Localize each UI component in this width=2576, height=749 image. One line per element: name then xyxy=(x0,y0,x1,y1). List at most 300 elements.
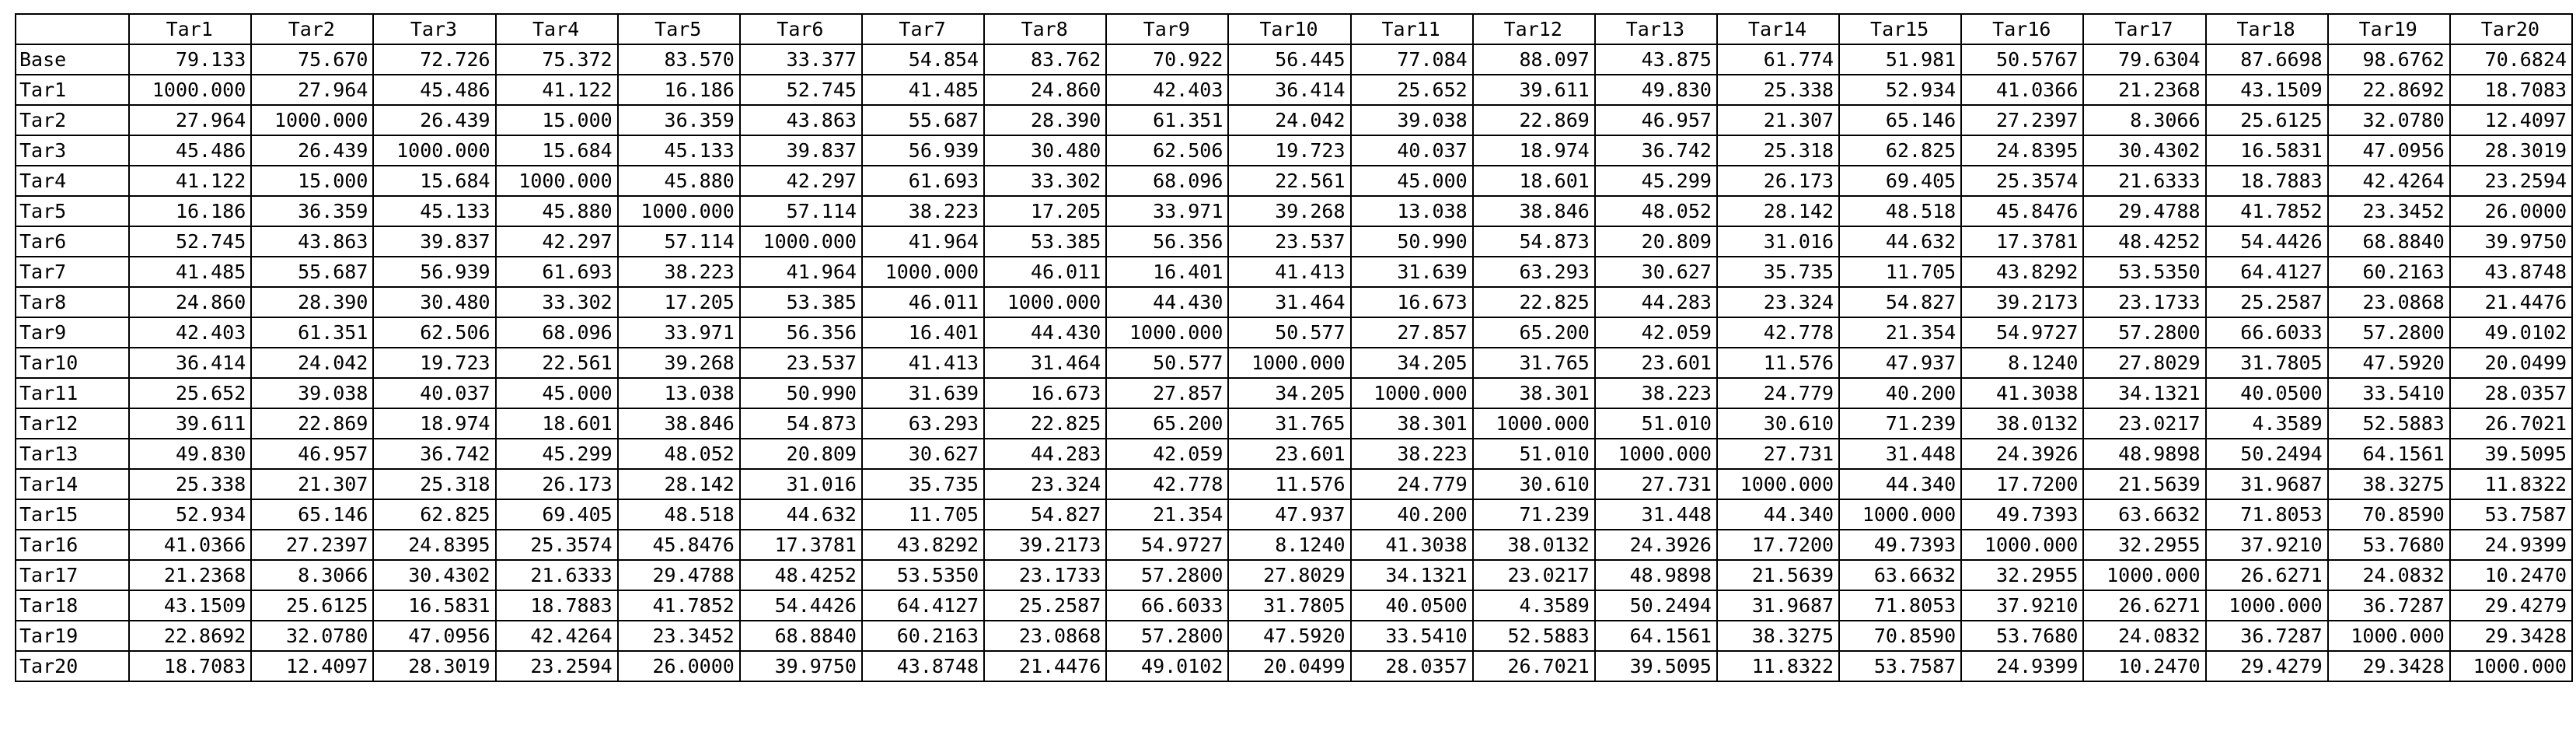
table-cell: 77.084 xyxy=(1351,44,1473,75)
table-cell: 26.7021 xyxy=(1473,651,1595,681)
table-cell: 62.506 xyxy=(1106,135,1228,166)
table-cell: 38.223 xyxy=(618,257,740,287)
table-cell: 24.0832 xyxy=(2083,621,2205,651)
table-cell: 41.964 xyxy=(740,257,862,287)
table-cell: 55.687 xyxy=(862,105,984,135)
table-cell: 15.684 xyxy=(373,166,495,196)
table-cell: 52.934 xyxy=(1839,75,1961,105)
table-cell: 98.6762 xyxy=(2328,44,2450,75)
table-cell: 29.4279 xyxy=(2450,590,2572,621)
table-cell: 30.627 xyxy=(862,439,984,469)
table-cell: 15.000 xyxy=(251,166,373,196)
table-cell: 61.693 xyxy=(862,166,984,196)
table-cell: 28.0357 xyxy=(2450,378,2572,408)
column-header: Tar13 xyxy=(1595,14,1717,44)
table-cell: 15.000 xyxy=(496,105,618,135)
table-cell: 17.3781 xyxy=(1961,226,2083,257)
table-cell: 12.4097 xyxy=(251,651,373,681)
table-cell: 41.0366 xyxy=(129,530,251,560)
table-cell: 21.5639 xyxy=(1717,560,1839,590)
table-cell: 42.403 xyxy=(129,317,251,348)
table-cell: 44.430 xyxy=(984,317,1106,348)
table-row xyxy=(16,75,2572,105)
table-cell: 53.7587 xyxy=(2450,499,2572,530)
table-cell: 24.042 xyxy=(251,348,373,378)
table-cell: 28.3019 xyxy=(373,651,495,681)
table-cell: 39.5095 xyxy=(1595,651,1717,681)
table-cell: 31.464 xyxy=(984,348,1106,378)
table-cell: 71.8053 xyxy=(1839,590,1961,621)
table-cell: 39.837 xyxy=(740,135,862,166)
column-header: Tar15 xyxy=(1839,14,1961,44)
table-cell: 43.1509 xyxy=(129,590,251,621)
table-cell: 23.2594 xyxy=(496,651,618,681)
table-row xyxy=(16,105,2572,135)
table-cell: 42.059 xyxy=(1595,317,1717,348)
table-cell: 21.2368 xyxy=(129,560,251,590)
table-cell: 23.0217 xyxy=(1473,560,1595,590)
table-cell: 61.693 xyxy=(496,257,618,287)
table-cell: 60.2163 xyxy=(862,621,984,651)
table-cell: 71.239 xyxy=(1839,408,1961,439)
table-cell: 33.302 xyxy=(984,166,1106,196)
table-cell: 63.293 xyxy=(1473,257,1595,287)
table-cell: 18.601 xyxy=(496,408,618,439)
table-cell: 32.0780 xyxy=(251,621,373,651)
table-cell: 26.7021 xyxy=(2450,408,2572,439)
table-cell: 24.779 xyxy=(1717,378,1839,408)
table-cell: 42.059 xyxy=(1106,439,1228,469)
table-cell: 20.809 xyxy=(740,439,862,469)
table-cell: 41.122 xyxy=(496,75,618,105)
table-cell: 21.5639 xyxy=(2083,469,2205,499)
table-cell: 22.561 xyxy=(496,348,618,378)
table-cell: 35.735 xyxy=(1717,257,1839,287)
table-cell: 11.576 xyxy=(1228,469,1350,499)
table-row xyxy=(16,257,2572,287)
table-cell: 1000.000 xyxy=(618,196,740,226)
table-cell: 41.7852 xyxy=(618,590,740,621)
table-cell: 1000.000 xyxy=(129,75,251,105)
table-cell: 36.742 xyxy=(373,439,495,469)
table-cell: 22.869 xyxy=(1473,105,1595,135)
column-header: Tar18 xyxy=(2206,14,2328,44)
table-cell: 24.860 xyxy=(984,75,1106,105)
row-header: Tar11 xyxy=(16,378,129,408)
table-cell: 39.837 xyxy=(373,226,495,257)
table-cell: 57.2800 xyxy=(2083,317,2205,348)
table-row xyxy=(16,196,2572,226)
table-cell: 21.307 xyxy=(1717,105,1839,135)
table-cell: 41.3038 xyxy=(1961,378,2083,408)
table-cell: 37.9210 xyxy=(2206,530,2328,560)
table-cell: 18.974 xyxy=(1473,135,1595,166)
table-cell: 41.964 xyxy=(862,226,984,257)
table-cell: 23.0868 xyxy=(984,621,1106,651)
table-row xyxy=(16,348,2572,378)
table-cell: 70.8590 xyxy=(2328,499,2450,530)
table-cell: 1000.000 xyxy=(1228,348,1350,378)
table-cell: 46.957 xyxy=(251,439,373,469)
table-cell: 45.299 xyxy=(496,439,618,469)
table-cell: 36.742 xyxy=(1595,135,1717,166)
table-cell: 45.486 xyxy=(129,135,251,166)
table-cell: 17.205 xyxy=(984,196,1106,226)
table-cell: 44.340 xyxy=(1839,469,1961,499)
table-cell: 1000.000 xyxy=(1595,439,1717,469)
table-cell: 16.186 xyxy=(129,196,251,226)
table-cell: 23.0217 xyxy=(2083,408,2205,439)
table-cell: 43.8292 xyxy=(1961,257,2083,287)
table-cell: 61.774 xyxy=(1717,44,1839,75)
table-cell: 24.860 xyxy=(129,287,251,317)
table-cell: 24.042 xyxy=(1228,105,1350,135)
table-cell: 11.8322 xyxy=(2450,469,2572,499)
table-cell: 20.0499 xyxy=(2450,348,2572,378)
table-cell: 48.4252 xyxy=(2083,226,2205,257)
table-cell: 27.8029 xyxy=(1228,560,1350,590)
table-cell: 49.830 xyxy=(129,439,251,469)
table-cell: 17.7200 xyxy=(1717,530,1839,560)
column-header: Tar12 xyxy=(1473,14,1595,44)
table-cell: 52.745 xyxy=(129,226,251,257)
table-cell: 21.354 xyxy=(1839,317,1961,348)
table-cell: 27.8029 xyxy=(2083,348,2205,378)
table-cell: 20.809 xyxy=(1595,226,1717,257)
table-cell: 49.0102 xyxy=(1106,651,1228,681)
table-cell: 65.146 xyxy=(1839,105,1961,135)
row-header: Tar6 xyxy=(16,226,129,257)
table-cell: 30.480 xyxy=(373,287,495,317)
table-cell: 26.439 xyxy=(373,105,495,135)
table-cell: 50.2494 xyxy=(2206,439,2328,469)
table-cell: 28.142 xyxy=(618,469,740,499)
table-cell: 83.570 xyxy=(618,44,740,75)
table-cell: 69.405 xyxy=(496,499,618,530)
table-cell: 31.765 xyxy=(1228,408,1350,439)
column-header: Tar5 xyxy=(618,14,740,44)
table-cell: 41.413 xyxy=(862,348,984,378)
table-cell: 64.1561 xyxy=(2328,439,2450,469)
table-cell: 21.2368 xyxy=(2083,75,2205,105)
table-cell: 51.010 xyxy=(1473,439,1595,469)
table-cell: 10.2470 xyxy=(2450,560,2572,590)
table-cell: 23.3452 xyxy=(2328,196,2450,226)
column-header: Tar11 xyxy=(1351,14,1473,44)
table-cell: 25.2587 xyxy=(2206,287,2328,317)
table-cell: 16.673 xyxy=(984,378,1106,408)
table-cell: 44.283 xyxy=(1595,287,1717,317)
table-cell: 50.2494 xyxy=(1595,590,1717,621)
table-cell: 1000.000 xyxy=(740,226,862,257)
table-cell: 30.610 xyxy=(1473,469,1595,499)
table-cell: 8.1240 xyxy=(1228,530,1350,560)
table-cell: 75.372 xyxy=(496,44,618,75)
table-cell: 41.0366 xyxy=(1961,75,2083,105)
table-row xyxy=(16,408,2572,439)
table-cell: 66.6033 xyxy=(1106,590,1228,621)
table-cell: 25.2587 xyxy=(984,590,1106,621)
table-cell: 40.0500 xyxy=(1351,590,1473,621)
column-header: Tar1 xyxy=(129,14,251,44)
table-cell: 36.414 xyxy=(1228,75,1350,105)
table-cell: 21.6333 xyxy=(496,560,618,590)
column-header: Tar17 xyxy=(2083,14,2205,44)
table-cell: 23.1733 xyxy=(984,560,1106,590)
table-cell: 39.611 xyxy=(129,408,251,439)
table-cell: 39.038 xyxy=(251,378,373,408)
row-header: Tar14 xyxy=(16,469,129,499)
table-cell: 38.301 xyxy=(1473,378,1595,408)
table-cell: 43.8748 xyxy=(2450,257,2572,287)
row-header: Tar20 xyxy=(16,651,129,681)
table-cell: 40.0500 xyxy=(2206,378,2328,408)
table-cell: 79.6304 xyxy=(2083,44,2205,75)
table-cell: 16.5831 xyxy=(373,590,495,621)
table-cell: 34.1321 xyxy=(1351,560,1473,590)
table-row xyxy=(16,166,2572,196)
table-cell: 33.302 xyxy=(496,287,618,317)
table-cell: 21.354 xyxy=(1106,499,1228,530)
table-cell: 42.4264 xyxy=(496,621,618,651)
table-cell: 23.1733 xyxy=(2083,287,2205,317)
table-cell: 13.038 xyxy=(1351,196,1473,226)
table-cell: 56.356 xyxy=(1106,226,1228,257)
table-cell: 40.037 xyxy=(373,378,495,408)
table-cell: 42.778 xyxy=(1717,317,1839,348)
table-cell: 56.445 xyxy=(1228,44,1350,75)
table-cell: 43.875 xyxy=(1595,44,1717,75)
table-cell: 43.1509 xyxy=(2206,75,2328,105)
table-cell: 31.448 xyxy=(1595,499,1717,530)
table-cell: 45.133 xyxy=(618,135,740,166)
table-cell: 16.401 xyxy=(862,317,984,348)
row-header: Tar5 xyxy=(16,196,129,226)
table-cell: 22.825 xyxy=(984,408,1106,439)
table-cell: 31.9687 xyxy=(1717,590,1839,621)
table-cell: 28.0357 xyxy=(1351,651,1473,681)
table-cell: 71.239 xyxy=(1473,499,1595,530)
row-header: Tar4 xyxy=(16,166,129,196)
table-cell: 45.299 xyxy=(1595,166,1717,196)
table-cell: 34.205 xyxy=(1351,348,1473,378)
table-cell: 28.390 xyxy=(251,287,373,317)
table-cell: 63.6632 xyxy=(2083,499,2205,530)
table-cell: 39.268 xyxy=(618,348,740,378)
table-cell: 20.0499 xyxy=(1228,651,1350,681)
table-cell: 65.200 xyxy=(1473,317,1595,348)
table-cell: 1000.000 xyxy=(373,135,495,166)
table-cell: 43.863 xyxy=(740,105,862,135)
table-cell: 31.9687 xyxy=(2206,469,2328,499)
table-cell: 30.4302 xyxy=(2083,135,2205,166)
table-row xyxy=(16,560,2572,590)
row-header: Tar9 xyxy=(16,317,129,348)
table-cell: 50.577 xyxy=(1106,348,1228,378)
table-cell: 64.1561 xyxy=(1595,621,1717,651)
table-cell: 18.7083 xyxy=(2450,75,2572,105)
table-cell: 11.705 xyxy=(1839,257,1961,287)
table-cell: 52.934 xyxy=(129,499,251,530)
table-cell: 34.205 xyxy=(1228,378,1350,408)
table-cell: 31.7805 xyxy=(2206,348,2328,378)
table-cell: 27.857 xyxy=(1351,317,1473,348)
table-cell: 25.338 xyxy=(1717,75,1839,105)
table-cell: 1000.000 xyxy=(984,287,1106,317)
table-cell: 54.4426 xyxy=(2206,226,2328,257)
table-cell: 57.114 xyxy=(618,226,740,257)
row-header: Tar7 xyxy=(16,257,129,287)
table-cell: 28.390 xyxy=(984,105,1106,135)
table-cell: 18.7083 xyxy=(129,651,251,681)
table-cell: 26.439 xyxy=(251,135,373,166)
table-cell: 47.937 xyxy=(1839,348,1961,378)
table-cell: 53.5350 xyxy=(2083,257,2205,287)
table-cell: 27.964 xyxy=(129,105,251,135)
table-cell: 26.0000 xyxy=(618,651,740,681)
table-row xyxy=(16,499,2572,530)
table-row xyxy=(16,287,2572,317)
table-cell: 1000.000 xyxy=(1717,469,1839,499)
table-cell: 42.297 xyxy=(496,226,618,257)
table-cell: 18.7883 xyxy=(2206,166,2328,196)
table-cell: 31.765 xyxy=(1473,348,1595,378)
table-cell: 27.2397 xyxy=(251,530,373,560)
table-row xyxy=(16,378,2572,408)
table-cell: 35.735 xyxy=(862,469,984,499)
row-header: Tar12 xyxy=(16,408,129,439)
table-cell: 38.846 xyxy=(1473,196,1595,226)
column-header: Tar14 xyxy=(1717,14,1839,44)
table-cell: 47.5920 xyxy=(2328,348,2450,378)
table-cell: 36.7287 xyxy=(2328,590,2450,621)
table-cell: 45.000 xyxy=(496,378,618,408)
table-cell: 16.401 xyxy=(1106,257,1228,287)
table-cell: 53.385 xyxy=(740,287,862,317)
table-cell: 64.4127 xyxy=(2206,257,2328,287)
table-row xyxy=(16,590,2572,621)
table-cell: 11.705 xyxy=(862,499,984,530)
column-header: Tar3 xyxy=(373,14,495,44)
table-cell: 53.7680 xyxy=(1961,621,2083,651)
table-cell: 71.8053 xyxy=(2206,499,2328,530)
table-cell: 69.405 xyxy=(1839,166,1961,196)
table-cell: 64.4127 xyxy=(862,590,984,621)
corner-cell xyxy=(16,14,129,44)
table-cell: 50.990 xyxy=(1351,226,1473,257)
table-cell: 39.9750 xyxy=(740,651,862,681)
table-cell: 43.8748 xyxy=(862,651,984,681)
table-row xyxy=(16,44,2572,75)
row-header: Tar18 xyxy=(16,590,129,621)
table-cell: 38.3275 xyxy=(1717,621,1839,651)
table-cell: 42.297 xyxy=(740,166,862,196)
table-cell: 21.4476 xyxy=(2450,287,2572,317)
table-cell: 50.990 xyxy=(740,378,862,408)
table-cell: 27.731 xyxy=(1595,469,1717,499)
table-cell: 11.576 xyxy=(1717,348,1839,378)
table-cell: 56.356 xyxy=(740,317,862,348)
table-cell: 42.778 xyxy=(1106,469,1228,499)
table-cell: 36.414 xyxy=(129,348,251,378)
table-cell: 1000.000 xyxy=(2450,651,2572,681)
table-cell: 1000.000 xyxy=(1473,408,1595,439)
table-cell: 38.223 xyxy=(1595,378,1717,408)
table-cell: 31.7805 xyxy=(1228,590,1350,621)
table-cell: 62.825 xyxy=(373,499,495,530)
column-header: Tar4 xyxy=(496,14,618,44)
table-cell: 60.2163 xyxy=(2328,257,2450,287)
table-cell: 47.0956 xyxy=(2328,135,2450,166)
table-cell: 53.5350 xyxy=(862,560,984,590)
table-cell: 33.377 xyxy=(740,44,862,75)
table-cell: 30.4302 xyxy=(373,560,495,590)
table-cell: 48.4252 xyxy=(740,560,862,590)
table-cell: 38.3275 xyxy=(2328,469,2450,499)
table-cell: 30.610 xyxy=(1717,408,1839,439)
table-row xyxy=(16,226,2572,257)
table-cell: 62.506 xyxy=(373,317,495,348)
distance-matrix-table xyxy=(15,13,2573,682)
table-cell: 33.971 xyxy=(1106,196,1228,226)
row-header: Tar15 xyxy=(16,499,129,530)
table-cell: 53.7680 xyxy=(2328,530,2450,560)
table-cell: 63.293 xyxy=(862,408,984,439)
table-row xyxy=(16,317,2572,348)
table-cell: 68.8840 xyxy=(2328,226,2450,257)
table-cell: 39.9750 xyxy=(2450,226,2572,257)
table-cell: 62.825 xyxy=(1839,135,1961,166)
table-cell: 70.6824 xyxy=(2450,44,2572,75)
row-header: Tar16 xyxy=(16,530,129,560)
table-cell: 30.627 xyxy=(1595,257,1717,287)
table-cell: 25.3574 xyxy=(496,530,618,560)
table-cell: 22.825 xyxy=(1473,287,1595,317)
table-row xyxy=(16,530,2572,560)
table-cell: 23.601 xyxy=(1228,439,1350,469)
table-cell: 44.632 xyxy=(740,499,862,530)
table-cell: 19.723 xyxy=(1228,135,1350,166)
table-cell: 44.340 xyxy=(1717,499,1839,530)
table-cell: 23.601 xyxy=(1595,348,1717,378)
table-cell: 17.7200 xyxy=(1961,469,2083,499)
table-cell: 36.7287 xyxy=(2206,621,2328,651)
table-cell: 42.4264 xyxy=(2328,166,2450,196)
table-cell: 46.011 xyxy=(984,257,1106,287)
table-cell: 46.957 xyxy=(1595,105,1717,135)
table-cell: 68.096 xyxy=(1106,166,1228,196)
table-cell: 57.2800 xyxy=(2328,317,2450,348)
table-cell: 40.200 xyxy=(1351,499,1473,530)
table-cell: 57.2800 xyxy=(1106,560,1228,590)
table-cell: 65.146 xyxy=(251,499,373,530)
row-header: Tar2 xyxy=(16,105,129,135)
table-cell: 25.318 xyxy=(373,469,495,499)
table-cell: 8.1240 xyxy=(1961,348,2083,378)
table-cell: 49.7393 xyxy=(1961,499,2083,530)
table-cell: 1000.000 xyxy=(2206,590,2328,621)
table-cell: 24.9399 xyxy=(1961,651,2083,681)
table-cell: 21.6333 xyxy=(2083,166,2205,196)
table-cell: 11.8322 xyxy=(1717,651,1839,681)
row-header: Tar17 xyxy=(16,560,129,590)
table-cell: 45.8476 xyxy=(618,530,740,560)
table-cell: 23.3452 xyxy=(618,621,740,651)
table-cell: 45.133 xyxy=(373,196,495,226)
table-cell: 45.880 xyxy=(496,196,618,226)
table-cell: 44.632 xyxy=(1839,226,1961,257)
table-cell: 19.723 xyxy=(373,348,495,378)
